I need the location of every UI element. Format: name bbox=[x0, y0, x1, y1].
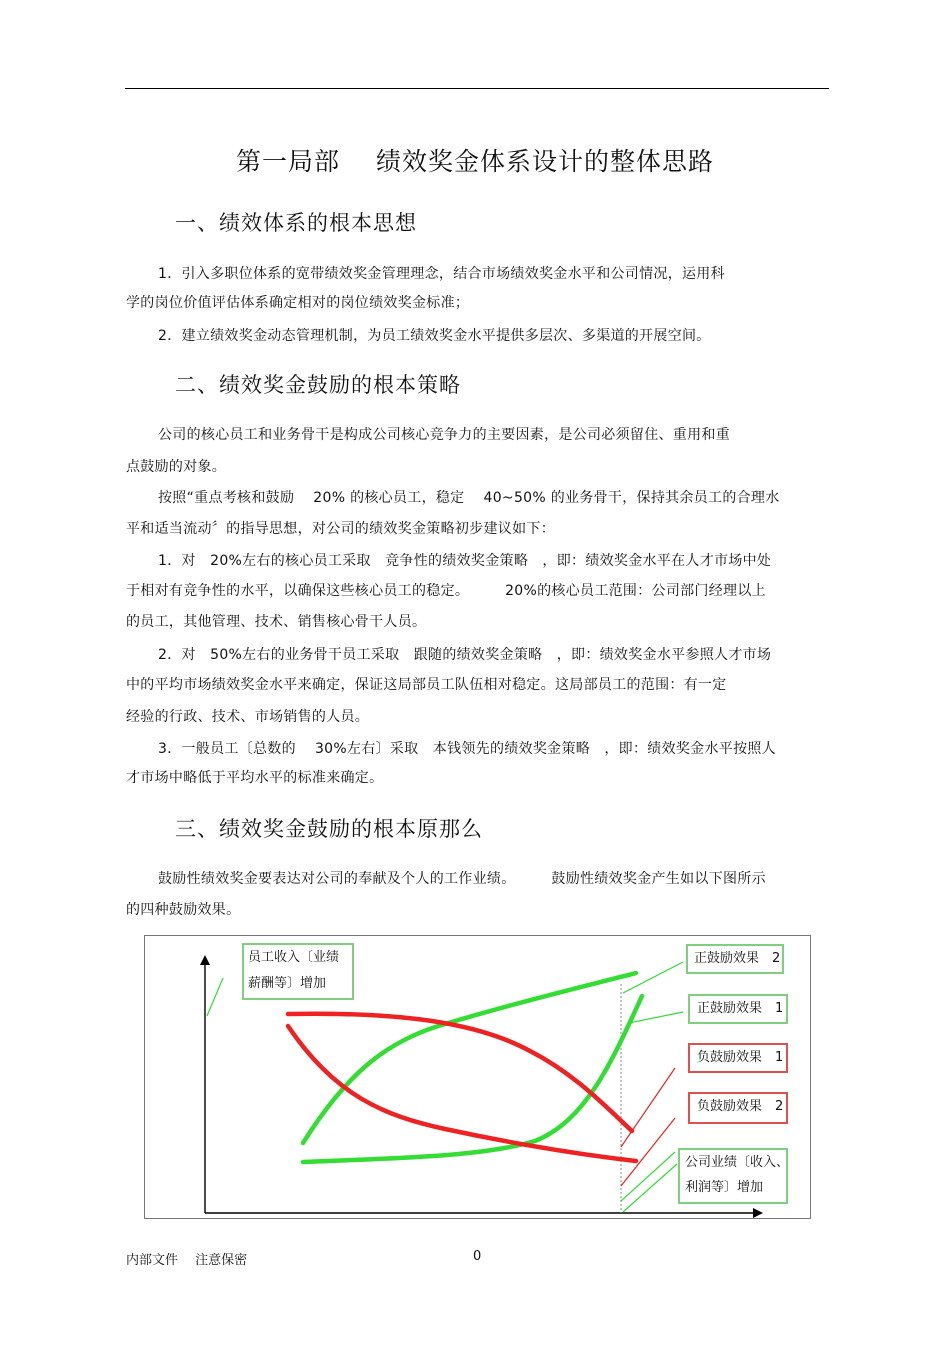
section2-heading: 二、绩效奖金鼓励的根本策略 bbox=[175, 373, 461, 397]
section2-line: 才市场中略低于平均水平的标准来确定。 bbox=[126, 770, 384, 786]
y-axis-label bbox=[242, 943, 354, 1000]
page-title bbox=[0, 142, 950, 178]
title-main: 绩效奖金体系设计的整体思路 bbox=[376, 147, 715, 176]
incentive-effect-figure bbox=[144, 935, 811, 1219]
legend-negative-effect-1: 负鼓励效果 1 bbox=[688, 1043, 788, 1073]
section2-line: 经验的行政、技术、市场销售的人员。 bbox=[126, 709, 370, 725]
negative-effect-1-curve bbox=[288, 1014, 632, 1131]
section3-line: 的四种鼓励效果。 bbox=[126, 902, 241, 918]
footer-confidential: 内部文件 注意保密 bbox=[126, 1253, 248, 1268]
section2-line: 平和适当流动〞的指导思想，对公司的绩效奖金策略初步建议如下： bbox=[126, 521, 555, 537]
section2-line: 中的平均市场绩效奖金水平来确定，保证这局部员工队伍相对稳定。这局部员工的范围：有一定 bbox=[126, 677, 727, 693]
section2-line: 公司的核心员工和业务骨干是构成公司核心竞争力的主要因素，是公司必须留住、重用和重 bbox=[158, 427, 730, 443]
section2-line: 的员工，其他管理、技术、销售核心骨干人员。 bbox=[126, 614, 427, 630]
section2-line: 1．对 20%左右的核心员工采取 竞争性的绩效奖金策略 ，即：绩效奖金水平在人才市场中处 bbox=[158, 553, 772, 569]
x-axis-label-line2: 利润等〕增加 bbox=[685, 1180, 764, 1195]
section2-line: 2．对 50%左右的业务骨干员工采取 跟随的绩效奖金策略 ，即：绩效奖金水平参照人才市场 bbox=[158, 647, 772, 663]
x-axis-label-line1: 公司业绩〔收入、 bbox=[685, 1155, 790, 1170]
title-part: 第一局部 bbox=[235, 147, 340, 176]
section3-line: 鼓励性绩效奖金要表达对公司的奉献及个人的工作业绩。 鼓励性绩效奖金产生如以下图所示 bbox=[158, 871, 766, 887]
section2-line: 于相对有竞争性的水平，以确保这些核心员工的稳定。 20%的核心员工范围：公司部门经理以上 bbox=[126, 583, 766, 599]
section1-line: 学的岗位价值评估体系确定相对的岗位绩效奖金标准； bbox=[126, 295, 470, 311]
section1-line: 1．引入多职位体系的宽带绩效奖金管理理念，结合市场绩效奖金水平和公司情况，运用科 bbox=[158, 266, 725, 282]
section2-line: 按照“重点考核和鼓励 20% 的核心员工，稳定 40~50% 的业务骨干，保持其余员工的合理水 bbox=[158, 490, 780, 506]
neg1-leader bbox=[621, 1068, 675, 1147]
section1-heading: 一、绩效体系的根本思想 bbox=[175, 211, 417, 235]
y-label-leader bbox=[207, 978, 223, 1016]
page-number: 0 bbox=[473, 1249, 482, 1264]
x-axis-label bbox=[678, 1148, 788, 1204]
legend-positive-effect-1: 正鼓励效果 1 bbox=[688, 994, 788, 1024]
x-label-leader-2 bbox=[623, 1164, 677, 1212]
section2-line: 3．一般员工〔总数的 30%左右〕采取 本钱领先的绩效奖金策略 ，即：绩效奖金水平按照人 bbox=[158, 741, 776, 757]
legend-negative-effect-2: 负鼓励效果 2 bbox=[688, 1092, 788, 1124]
pos2-leader bbox=[623, 962, 683, 993]
y-axis-label-line2: 薪酬等〕增加 bbox=[248, 976, 327, 991]
header-rule bbox=[125, 88, 829, 89]
section3-heading: 三、绩效奖金鼓励的根本原那么 bbox=[175, 817, 483, 841]
section1-line: 2．建立绩效奖金动态管理机制，为员工绩效奖金水平提供多层次、多渠道的开展空间。 bbox=[158, 328, 711, 344]
pos1-leader bbox=[629, 1012, 683, 1023]
section2-line: 点鼓励的对象。 bbox=[126, 459, 227, 475]
legend-positive-effect-2: 正鼓励效果 2 bbox=[686, 944, 784, 974]
y-axis-label-line1: 员工收入〔业绩 bbox=[248, 950, 340, 965]
